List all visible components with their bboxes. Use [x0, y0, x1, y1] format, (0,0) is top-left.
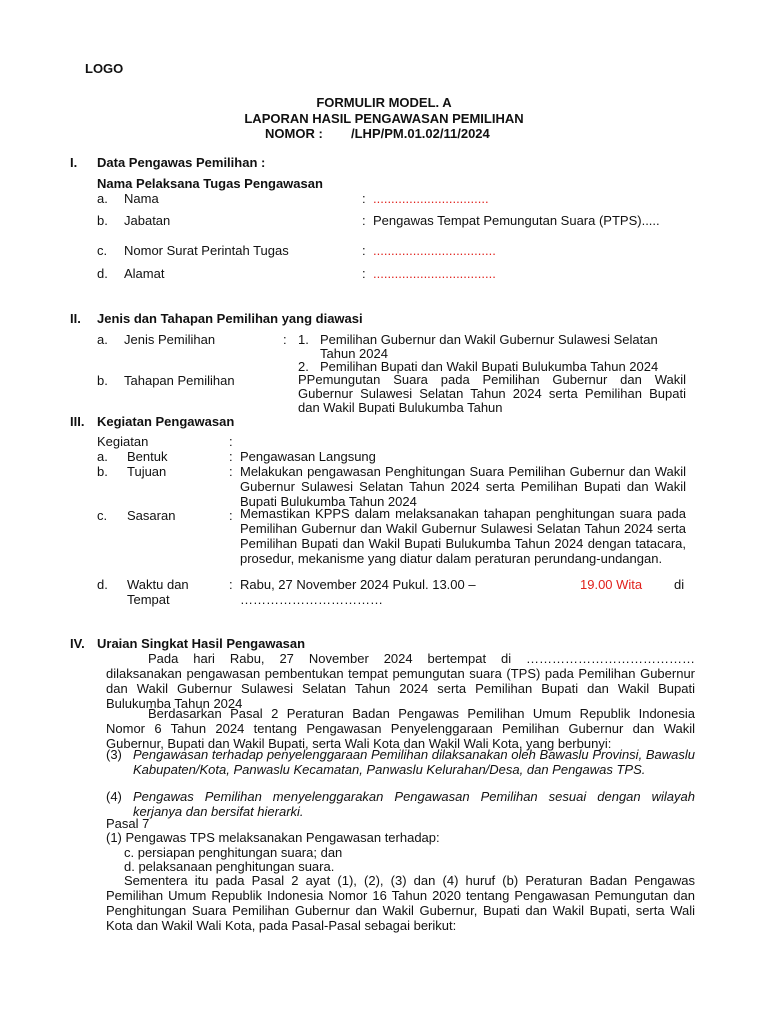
s2-b-letter: b. [97, 373, 108, 388]
s2-a-item1-line1: Pemilihan Gubernur dan Wakil Gubernur Sulawesi Selatan [320, 332, 658, 347]
s3-kegiatan-label: Kegiatan [97, 434, 149, 449]
s4-paragraph-2: Nomor 6 Tahun 2024 tentang Pengawasan Penyelenggaraan Pemilihan Gubernur dan Wakil Gubernur, Bupati dan Wakil Bupati, serta Wali Kota dan Wakil Wali Kota, yang berbunyi: [106, 721, 695, 751]
logo-placeholder: LOGO [85, 61, 124, 76]
section-4-number: IV. [70, 636, 85, 651]
s1-row-d-value: .................................. [373, 266, 496, 281]
s4-paragraph-3-first-line: Sementera itu pada Pasal 2 ayat (1), (2), (3) dan (4) huruf (b) Peraturan Badan Pengawas [124, 873, 695, 888]
s3-d-letter: d. [97, 577, 108, 592]
s1-row-c-value: .................................. [373, 243, 496, 258]
s3-kegiatan-colon: : [229, 434, 233, 449]
s3-c-letter: c. [97, 508, 108, 523]
s1-row-a-label: Nama [124, 191, 159, 206]
s3-c-label: Sasaran [127, 508, 176, 523]
s4-paragraph-1: dilaksanakan pengawasan pembentukan tempat pemungutan suara (TPS) pada Pemilihan Gubernur dan Wakil Gubernur Sulawesi Selatan Tahun 2024 serta Pemilihan Bupati dan Wakil Bupati Bulukumba Tahun 2024 [106, 666, 695, 711]
s1-row-b-letter: b. [97, 213, 108, 228]
s1-row-d-colon: : [362, 266, 366, 281]
s2-a-item1-line2: Tahun 2024 [320, 346, 388, 361]
s4-paragraph-2-first-line: Berdasarkan Pasal 2 Peraturan Badan Pengawas Pemilihan Umum Republik Indonesia [148, 706, 695, 721]
s1-row-b-label: Jabatan [124, 213, 171, 228]
report-title: LAPORAN HASIL PENGAWASAN PEMILIHAN [244, 111, 524, 126]
s2-a-item2-number: 2. [298, 359, 309, 374]
s3-b-letter: b. [97, 464, 108, 479]
section-1-title: Data Pengawas Pemilihan : [97, 155, 266, 170]
s1-row-b-value: Pengawas Tempat Pemungutan Suara (PTPS)..... [373, 213, 660, 228]
s4-item-4-number: (4) [106, 789, 122, 804]
section-2-number: II. [70, 311, 81, 326]
s1-row-c-letter: c. [97, 243, 108, 258]
s4-pasal-7-point-1: (1) Pengawas TPS melaksanakan Pengawasan terhadap: [106, 830, 440, 845]
section-4-title: Uraian Singkat Hasil Pengawasan [97, 636, 306, 651]
s3-c-value: Memastikan KPPS dalam melaksanakan tahapan penghitungan suara pada Pemilihan Gubernur dan Wakil Gubernur Sulawesi Selatan Tahun 2024 serta Pemilihan Bupati dan Wakil Bupati Bulukumba Tahun 2024 dengan tatacara, prosedur, mekanisme yang diatur dalam peraturan perundang-undangan. [240, 506, 686, 566]
s3-b-label: Tujuan [127, 464, 167, 479]
form-title: FORMULIR MODEL. A [316, 95, 452, 110]
s2-a-label: Jenis Pemilihan [124, 332, 216, 347]
section-2-title: Jenis dan Tahapan Pemilihan yang diawasi [97, 311, 363, 326]
s2-b-text: PPemungutan Suara pada Pemilihan Gubernur dan Wakil Gubernur Sulawesi Selatan Tahun 2024 serta Pemilihan Bupati dan Wakil Bupati Bulukumba Tahun [298, 372, 686, 415]
s3-a-colon: : [229, 449, 233, 464]
s3-a-value: Pengawasan Langsung [240, 449, 376, 464]
s2-a-colon: : [283, 332, 287, 347]
s3-d-label-line2: Tempat [127, 592, 170, 607]
s1-row-d-letter: d. [97, 266, 108, 281]
section-3-number: III. [70, 414, 85, 429]
s4-paragraph-1-first-line: Pada hari Rabu, 27 November 2024 bertempat di ………………………………… [148, 651, 695, 666]
s4-paragraph-3: Pemilihan Umum Republik Indonesia Nomor 16 Tahun 2020 tentang Pengawasan Pemungutan dan Penghitungan Suara Pemilihan Gubernur dan Wakil Gubernur, Bupati dan Wakil Bupati, serta Wali Kota dan Wakil Wali Kota, pada Pasal-Pasal sebagai berikut: [106, 888, 695, 933]
s3-d-label-line1: Waktu dan [127, 577, 189, 592]
s2-a-item2: Pemilihan Bupati dan Wakil Bupati Bulukumba Tahun 2024 [320, 359, 659, 374]
section-1-subtitle: Nama Pelaksana Tugas Pengawasan [97, 176, 323, 191]
s4-pasal-7-point-c: c. persiapan penghitungan suara; dan [124, 845, 343, 860]
s4-pasal-7: Pasal 7 [106, 816, 150, 831]
s3-c-colon: : [229, 508, 233, 523]
s1-row-a-colon: : [362, 191, 366, 206]
s1-row-c-colon: : [362, 243, 366, 258]
nomor-value: /LHP/PM.01.02/11/2024 [351, 126, 490, 141]
s3-d-di: di [674, 577, 685, 592]
s3-b-value: Melakukan pengawasan Penghitungan Suara Pemilihan Gubernur dan Wakil Gubernur Sulawesi Selatan Tahun 2024 serta Pemilihan Bupati dan Wakil Bupati Bulukumba Tahun 2024 [240, 464, 686, 509]
s1-row-a-value: ................................ [373, 191, 489, 206]
s2-b-label: Tahapan Pemilihan [124, 373, 235, 388]
s1-row-a-letter: a. [97, 191, 108, 206]
s4-pasal-7-point-d: d. pelaksanaan penghitungan suara. [124, 859, 335, 874]
section-3-title: Kegiatan Pengawasan [97, 414, 235, 429]
s2-a-item1-number: 1. [298, 332, 309, 347]
s4-item-3: Pengawasan terhadap penyelenggaraan Pemilihan dilaksanakan oleh Bawaslu Provinsi, Bawaslu Kabupaten/Kota, Panwaslu Kecamatan, Panwaslu Kelurahan/Desa, dan Pengawas TPS. [133, 747, 695, 777]
nomor-label: NOMOR : [265, 126, 323, 141]
s1-row-b-colon: : [362, 213, 366, 228]
s3-d-value-line1: Rabu, 27 November 2024 Pukul. 13.00 – [240, 577, 476, 592]
s2-a-letter: a. [97, 332, 108, 347]
s3-a-label: Bentuk [127, 449, 168, 464]
s1-row-d-label: Alamat [124, 266, 165, 281]
s4-item-3-number: (3) [106, 747, 122, 762]
section-1-number: I. [70, 155, 78, 170]
s3-a-letter: a. [97, 449, 108, 464]
s4-item-4: Pengawas Pemilihan menyelenggarakan Pengawasan Pemilihan sesuai dengan wilayah kerjanya dan bersifat hierarki. [133, 789, 695, 819]
s1-row-c-label: Nomor Surat Perintah Tugas [124, 243, 289, 258]
s3-d-colon: : [229, 577, 233, 592]
s3-b-colon: : [229, 464, 233, 479]
s3-d-time-end: 19.00 Wita [580, 577, 643, 592]
s3-d-value-line2: …………………………… [240, 592, 383, 607]
